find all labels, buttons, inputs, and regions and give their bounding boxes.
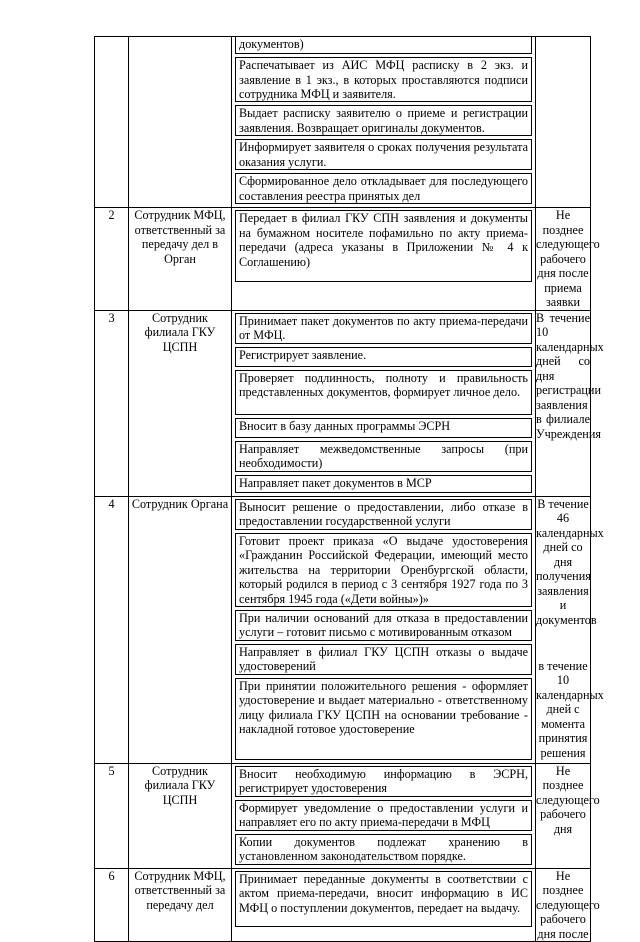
action-item: Проверяет подлинность, полноту и правильность представленных документов, формирует личное дело.: [235, 370, 532, 415]
action-item: Направляет межведомственные запросы (при необходимости): [235, 441, 532, 472]
row-performer: Сотрудник МФЦ, ответственный за передачу дел: [129, 868, 232, 942]
row-actions: [232, 496, 536, 763]
action-item: Готовит проект приказа «О выдаче удостоверения «Гражданин Российской Федерации, имеющий место жительства на территории Оренбургской области, который родился в период с 3 сентября 1927 года по 3 сентября 1945 года («Дети войны»)»: [235, 533, 532, 607]
row-performer: Сотрудник Органа: [129, 496, 232, 763]
row-actions: [232, 310, 536, 496]
action-item: Копии документов подлежат хранению в установленном законодательством порядке.: [235, 834, 532, 865]
action-item: Сформированное дело откладывает для последующего составления реестра принятых дел: [235, 173, 532, 204]
action-item: Принимает переданные документы в соответствии с актом приема-передачи, вносит информацию в ИС МФЦ о поступлении документов, передает на выдачу.: [235, 871, 532, 927]
table-row: [95, 208, 591, 311]
row-term: [536, 496, 604, 763]
row-number: 5: [95, 763, 129, 868]
row-performer: Сотрудник филиала ГКУ ЦСПН: [129, 310, 232, 496]
action-item: Направляет пакет документов в МСР: [235, 475, 532, 493]
table-row: [95, 37, 591, 208]
row-number: 2: [95, 208, 129, 311]
row-number: 6: [95, 868, 129, 942]
row-term: Не позднее следующего рабочего дня после: [536, 868, 600, 941]
row-actions: [232, 208, 536, 311]
row-actions: [232, 763, 536, 868]
row-term: Не позднее следующего рабочего дня: [536, 763, 591, 868]
row-term: Не позднее следующего рабочего дня после приема заявки: [536, 208, 600, 309]
action-item: Принимает пакет документов по акту приема-передачи от МФЦ.: [235, 313, 532, 344]
action-item: Вносит необходимую информацию в ЭСРН, регистрирует удостоверения: [235, 766, 532, 797]
table-row: [95, 310, 591, 496]
action-item: Передает в филиал ГКУ СПН заявления и документы на бумажном носителе пофамильно по акту приема-передачи (адреса указаны в Приложении № 4 к Соглашению): [235, 210, 532, 282]
action-item: Информирует заявителя о сроках получения результата оказания услуги.: [235, 139, 532, 170]
row-number: [95, 37, 129, 208]
action-item: Выносит решение о предоставлении, либо отказе в предоставлении государственной услуги: [235, 499, 532, 530]
action-item: Регистрирует заявление.: [235, 347, 532, 367]
row-performer: [129, 37, 232, 208]
term-text-secondary: в течение 10 календарных дней с момента принятия решения: [536, 658, 604, 760]
row-performer: Сотрудник МФЦ, ответственный за передачу дел в Орган: [129, 208, 232, 311]
row-performer: Сотрудник филиала ГКУ ЦСПН: [129, 763, 232, 868]
row-number: 3: [95, 310, 129, 496]
row-actions: [232, 37, 536, 208]
term-text: В течение 10 календарных дней со дня регистрации заявления в филиале Учреждения: [536, 310, 604, 441]
action-item: При наличии оснований для отказа в предоставлении услуги – готовит письмо с мотивированным отказом: [235, 610, 532, 641]
action-item: Направляет в филиал ГКУ ЦСПН отказы о выдаче удостоверений: [235, 644, 532, 675]
table-row: [95, 763, 591, 868]
action-item: Формирует уведомление о предоставлении услуги и направляет его по акту приема-передачи в МФЦ: [235, 800, 532, 831]
row-term: [536, 37, 591, 208]
procedure-table: [94, 36, 604, 942]
action-item: Распечатывает из АИС МФЦ расписку в 2 экз. и заявление в 1 экз., в которых проставляются подписи сотрудника МФЦ и заявителя.: [235, 57, 532, 102]
action-item: Выдает расписку заявителю о приеме и регистрации заявления. Возвращает оригиналы документов.: [235, 105, 532, 136]
action-item: документов): [235, 37, 532, 54]
action-item: Вносит в базу данных программы ЭСРН: [235, 418, 532, 438]
term-text: В течение 46 календарных дней со дня получения заявления и документов: [536, 496, 604, 627]
row-number: 4: [95, 496, 129, 763]
action-item: При принятии положительного решения - оформляет удостоверение и выдает материально - ответственному лицу филиала ГКУ ЦСПН на основании требование - накладной готовое удостоверение: [235, 678, 532, 760]
table-row: [95, 496, 591, 763]
row-term: [536, 310, 604, 496]
